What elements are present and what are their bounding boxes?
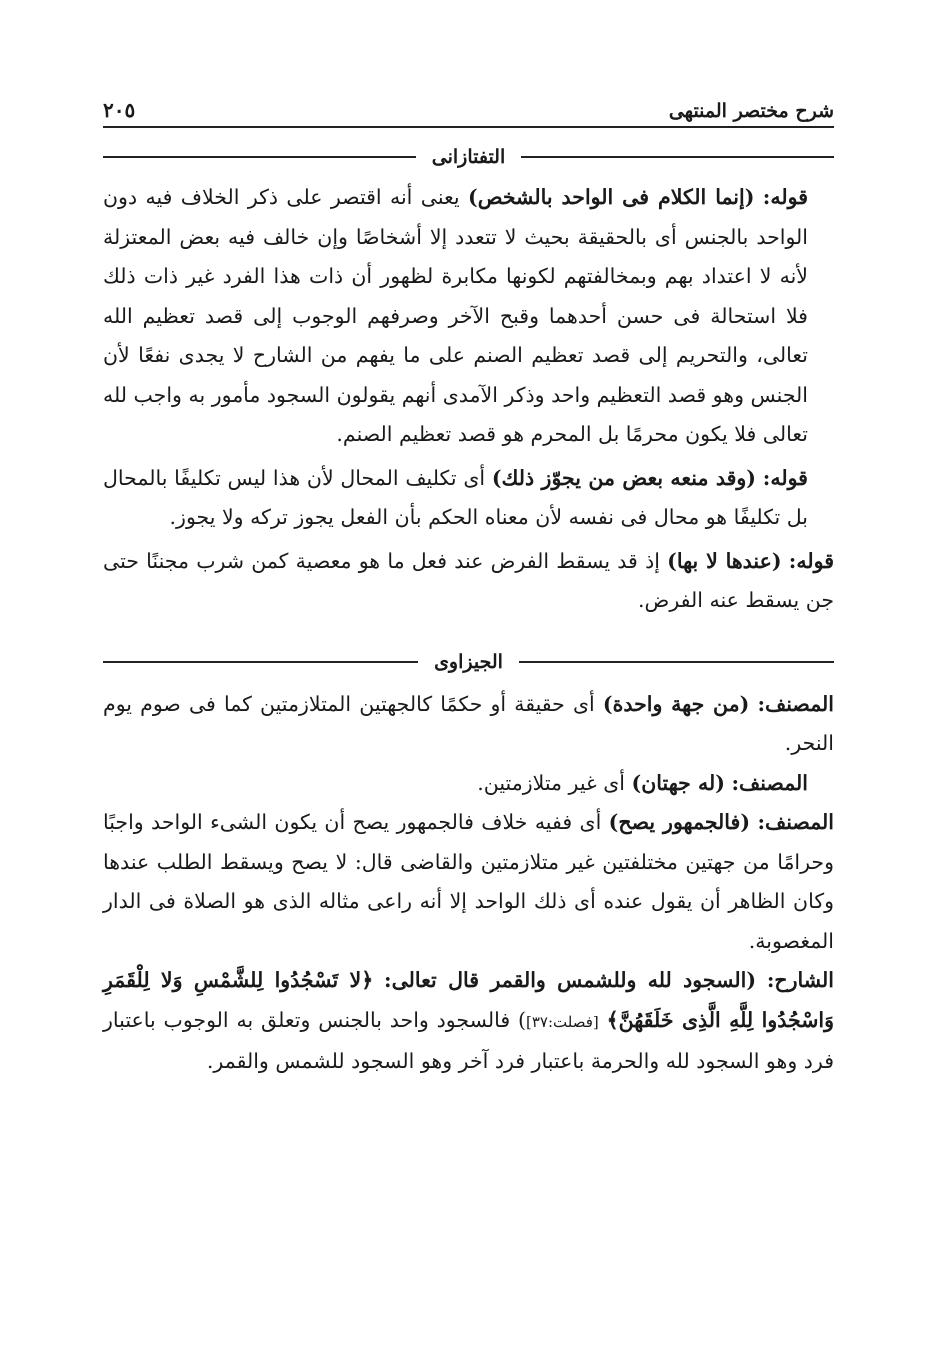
page-number: ٢٠٥ (103, 98, 136, 122)
book-title: شرح مختصر المنتهى (668, 100, 834, 122)
commentary-paragraph (103, 178, 834, 455)
commentary-paragraph (103, 542, 834, 621)
section-title: التفتازانى (431, 146, 506, 168)
paragraph-lead: الشارح: (766, 968, 834, 992)
quoted-phrase: (عندها لا بها) (667, 548, 782, 573)
paragraph-lead: المصنف: (731, 770, 808, 795)
commentary-paragraph (103, 803, 834, 961)
section-body-jizawi (103, 685, 834, 1082)
quoted-phrase: (إنما الكلام فى الواحد بالشخص) (468, 185, 755, 209)
commentary-paragraph (103, 685, 834, 764)
paragraph-text: أى غير متلازمتين. (477, 770, 625, 795)
section-heading-taftazani (103, 142, 834, 172)
quoted-phrase: (فالجمهور يصح) (608, 810, 751, 834)
heading-rule-right (521, 156, 834, 158)
paragraph-text: أى ففيه خلاف فالجمهور يصح أن يكون الشىء الواحد واجبًا وحرامًا من جهتين مختلفتين غير متلازمتين والقاضى قال: لا يصح ويسقط الطلب عندها وكان الظاهر أن يقول عنده أى ذلك الواحد إلا أنه راعى مثاله الذى هو الصلاة فى الدار المغصوبة. (103, 810, 834, 953)
quoted-phrase: (وقد منعه بعض من يجوّز ذلك) (491, 465, 757, 490)
paragraph-lead: قوله: (788, 548, 834, 573)
paragraph-text: أى تكليف المحال لأن هذا ليس تكليفًا بالمحال بل تكليفًا هو محال فى نفسه لأن معناه الحكم بأن الفعل يجوز تركه ولا يجوز. (103, 465, 808, 529)
running-header (103, 88, 834, 128)
paragraph-text: أى حقيقة أو حكمًا كالجهتين المتلازمتين كما فى صوم يوم النحر. (103, 691, 834, 755)
section-heading-jizawi (103, 647, 834, 677)
paragraph-lead: قوله: (762, 185, 808, 209)
book-page (103, 88, 834, 1082)
paragraph-lead: المصنف: (757, 691, 834, 716)
paragraph-lead: المصنف: (757, 810, 834, 834)
heading-rule-left (103, 156, 416, 158)
paragraph-lead: قوله: (762, 465, 808, 490)
paragraph-text: ) فالسجود واحد بالجنس وتعلق به الوجوب باعتبار فرد وهو السجود لله والحرمة باعتبار فرد آخر وهو السجود للشمس والقمر. (103, 1007, 834, 1073)
quoted-phrase: (السجود لله وللشمس والقمر قال تعالى: (384, 968, 757, 992)
commentary-paragraph (103, 961, 834, 1082)
verse-reference: [فصلت:٣٧] (526, 1012, 599, 1031)
section-body-taftazani (103, 178, 834, 621)
quoted-phrase: (من جهة واحدة) (602, 691, 750, 716)
section-title: الجيزاوى (434, 650, 503, 673)
paragraph-text: إذ قد يسقط الفرض عند فعل ما هو معصية كمن شرب مجننًا حتى جن يسقط عنه الفرض. (103, 548, 834, 612)
heading-rule-left (103, 661, 418, 663)
paragraph-text: يعنى أنه اقتصر على ذكر الخلاف فيه دون الواحد بالجنس أى بالحقيقة بحيث لا تتعدد إلا أشخاصًا وإن خالف فيه بعض المعتزلة لأنه لا اعتداد بهم وبمخالفتهم لكونها مكابرة لظهور أن ذات هذا الفرد غير ذات ذلك فلا استحالة فى حسن أحدهما وقبح الآخر وصرفهم الوجوب إلى قصد تعظيم الله تعالى، والتحريم إلى قصد تعظيم الصنم على ما يفهم من الشارح لا يجدى نفعًا لأن الجنس وهو قصد التعظيم واحد وذكر الآمدى أنهم يقولون السجود مأمور به واجب لله تعالى فلا يكون محرمًا بل المحرم هو قصد تعظيم الصنم. (103, 185, 808, 446)
commentary-paragraph (103, 764, 834, 804)
quran-verse: ﴿لا تَسْجُدُوا لِلشَّمْسِ وَلا لِلْقَمَرِ وَاسْجُدُوا لِلَّهِ الَّذِى خَلَقَهُنَّ﴾ (103, 968, 834, 1032)
commentary-paragraph (103, 459, 834, 538)
heading-rule-right (519, 661, 834, 663)
quoted-phrase: (له جهتان) (631, 770, 725, 795)
